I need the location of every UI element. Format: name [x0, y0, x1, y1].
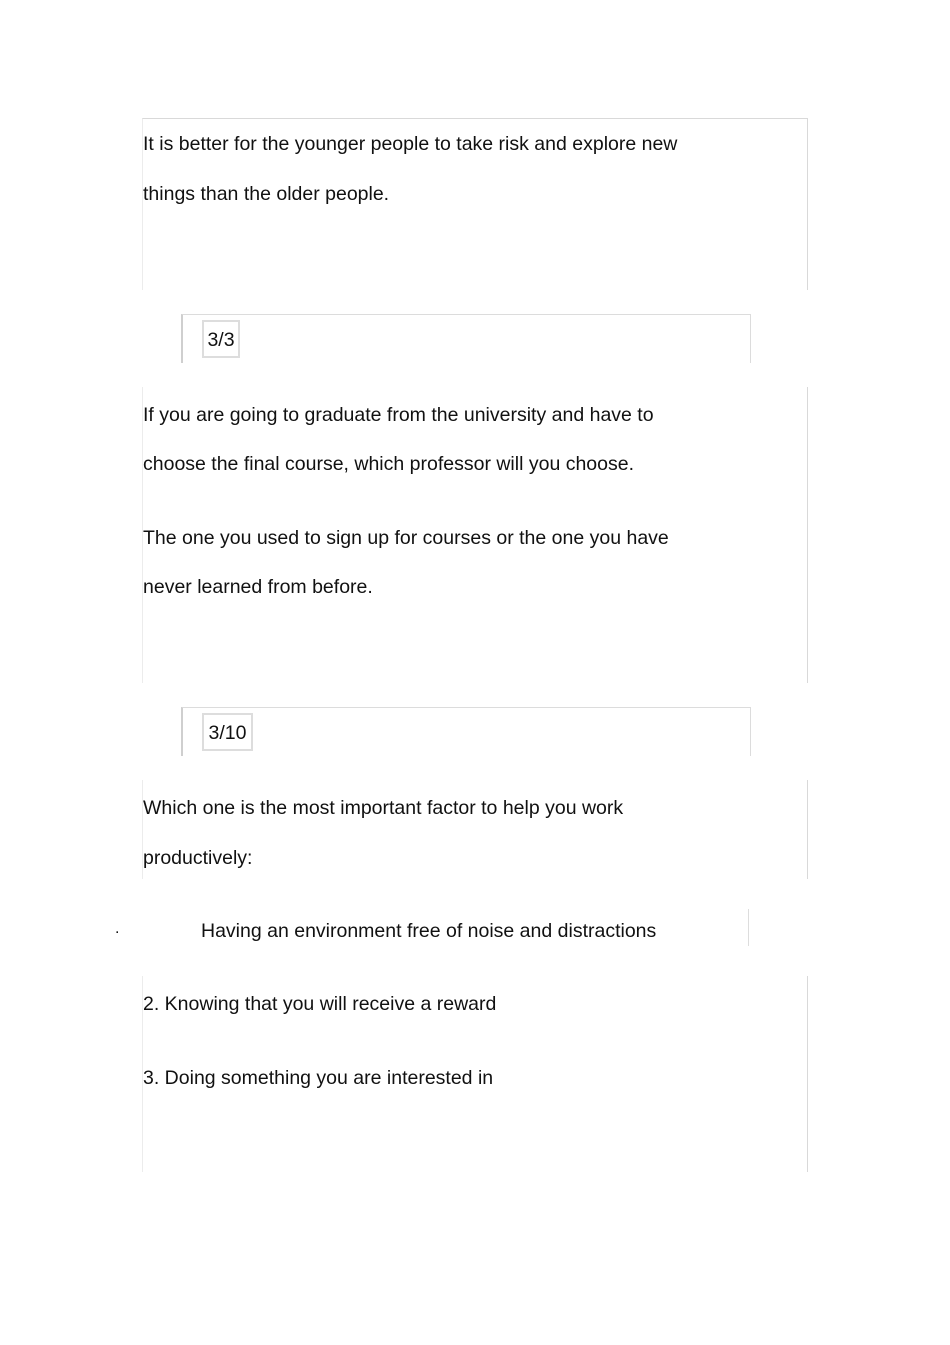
question-1-line-2: things than the older people.: [143, 183, 390, 205]
question-1-line-1: It is better for the younger people to take risk and explore new: [143, 133, 678, 155]
question-2-line-4: never learned from before.: [143, 576, 373, 598]
counter-badge-2: 3/10: [202, 713, 253, 751]
counter-badge-1: 3/3: [202, 320, 240, 358]
counter-frame-1: [181, 314, 751, 363]
question-2-line-3: The one you used to sign up for courses or the one you have: [143, 527, 669, 549]
option-1-bullet: .: [115, 920, 120, 937]
counter-frame-2: [181, 707, 751, 756]
question-3-line-2: productively:: [143, 847, 253, 869]
option-1: Having an environment free of noise and distractions: [201, 920, 657, 942]
option-2: 2. Knowing that you will receive a reward: [143, 993, 497, 1015]
question-2-line-1: If you are going to graduate from the university and have to: [143, 404, 654, 426]
question-3-line-1: Which one is the most important factor to help you work: [143, 797, 624, 819]
question-2-line-2: choose the final course, which professor will you choose.: [143, 453, 635, 475]
option-3: 3. Doing something you are interested in: [143, 1067, 494, 1089]
